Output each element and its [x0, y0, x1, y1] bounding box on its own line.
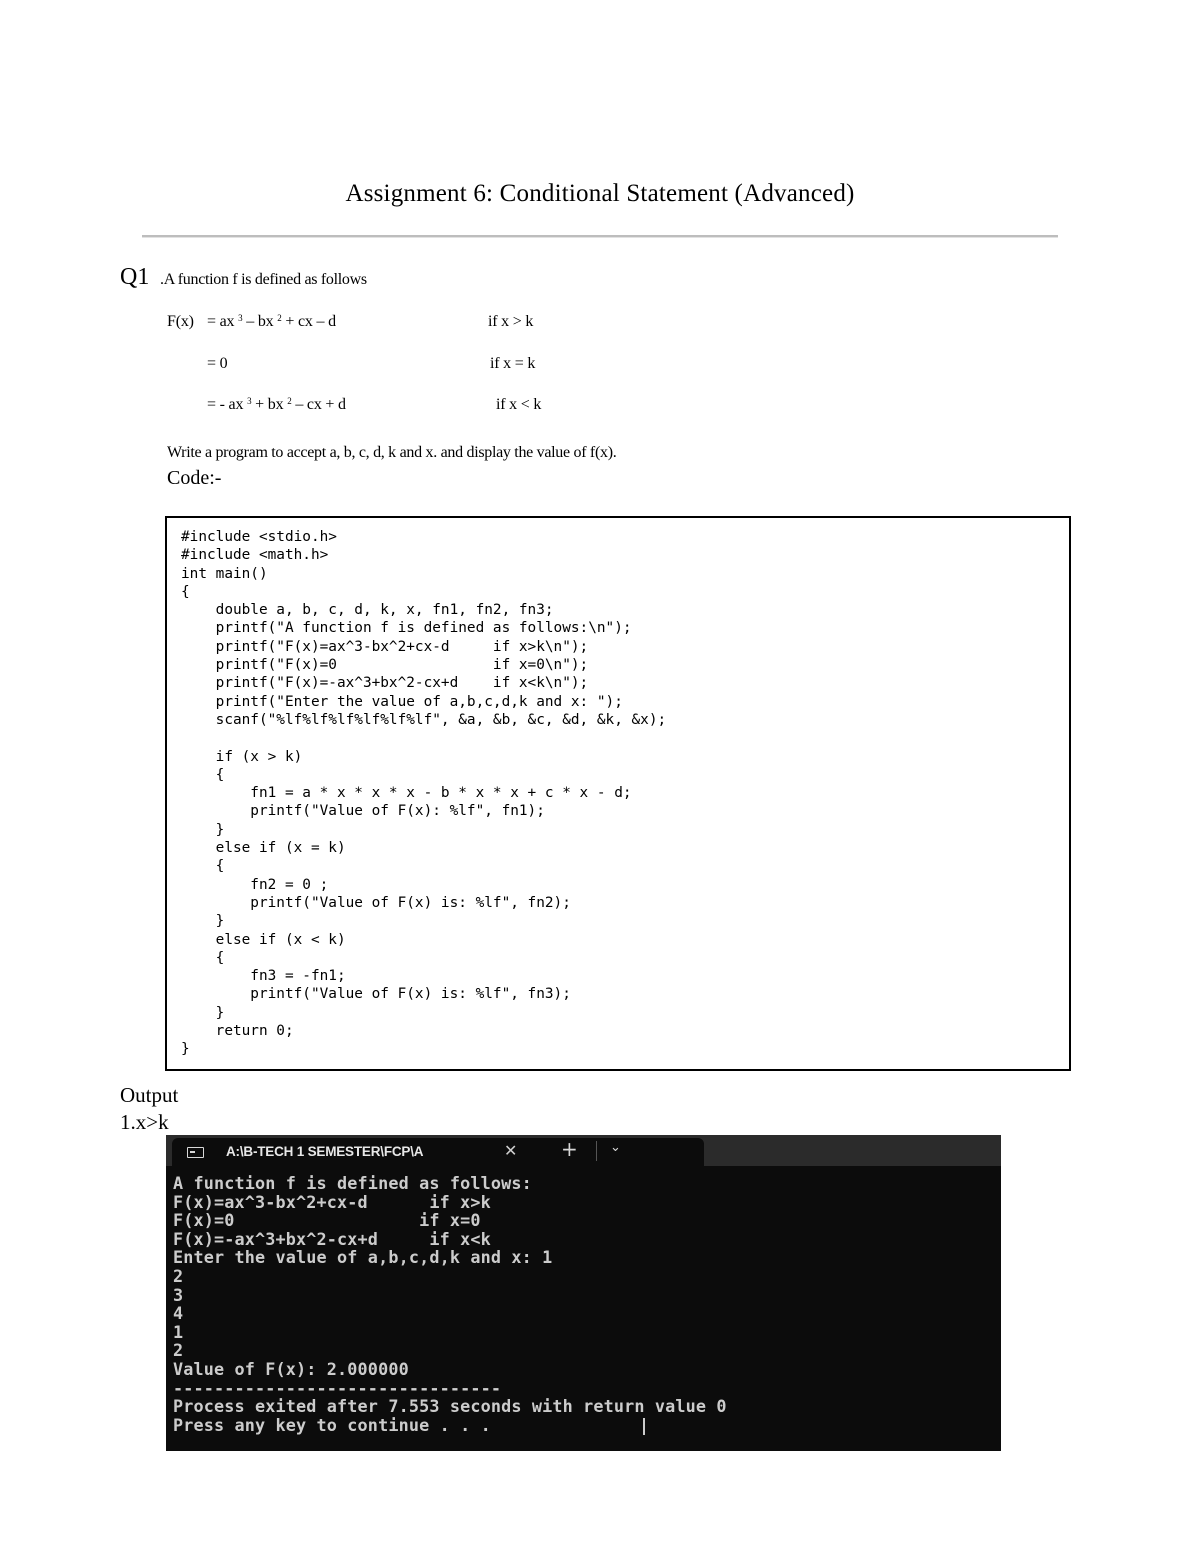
terminal-line: 2 [173, 1265, 184, 1286]
code-line: } [181, 821, 225, 838]
code-line: double a, b, c, d, k, x, fn1, fn2, fn3; [181, 602, 554, 619]
code-line: #include <stdio.h> [181, 529, 337, 545]
code-lines [181, 528, 666, 1059]
terminal-line: Press any key to continue . . . [173, 1414, 491, 1435]
terminal-line: 3 [173, 1284, 184, 1305]
equation-1-expression: = ax $^3$ – bx $^2$ + cx – d [207, 313, 336, 330]
equation-3-condition: if x < k [496, 396, 542, 413]
code-line: printf("Value of F(x) is: %lf", fn3); [181, 986, 571, 1003]
code-line: printf("Value of F(x) is: %lf", fn2); [181, 894, 571, 911]
tab-separator [596, 1141, 597, 1161]
question-number: Q1 [120, 264, 150, 290]
code-line: { [181, 766, 225, 783]
terminal-line: 4 [173, 1303, 184, 1324]
code-line: { [181, 949, 225, 966]
output-label: Output [120, 1083, 179, 1107]
code-line: } [181, 1004, 225, 1021]
equation-2-condition: if x = k [490, 355, 536, 372]
code-line: int main() [181, 565, 268, 582]
code-line: if (x > k) [181, 748, 303, 765]
equation-3-expression: = - ax $^3$ + bx $^2$ – cx + d [207, 396, 346, 413]
terminal-tab[interactable] [172, 1138, 704, 1166]
code-line: printf("F(x)=ax^3-bx^2+cx-d if x>k\n"); [181, 638, 589, 655]
code-line: #include <math.h> [181, 547, 329, 564]
code-line: else if (x = k) [181, 840, 346, 857]
question-task: Write a program to accept a, b, c, d, k and x. and display the value of f(x). [167, 444, 617, 461]
code-line: } [181, 913, 225, 930]
equation-2-expression: = 0 [207, 355, 228, 372]
terminal-line: 2 [173, 1340, 184, 1361]
code-block [165, 516, 1071, 1071]
title-divider [142, 235, 1058, 238]
terminal-line: Process exited after 7.553 seconds with return value 0 [173, 1396, 727, 1417]
code-line: else if (x < k) [181, 931, 346, 948]
code-line: printf("F(x)=0 if x=0\n"); [181, 657, 589, 674]
terminal-line: Enter the value of a,b,c,d,k and x: 1 [173, 1247, 553, 1268]
equation-1-condition: if x > k [488, 313, 534, 330]
code-line: printf("A function f is defined as follows:\n"); [181, 620, 632, 637]
question-intro: .A function f is defined as follows [160, 271, 367, 288]
code-line: printf("Enter the value of a,b,c,d,k and x: "); [181, 693, 623, 710]
chevron-down-icon[interactable]: ⌄ [610, 1140, 621, 1155]
close-icon[interactable]: ✕ [504, 1141, 518, 1160]
code-line: fn2 = 0 ; [181, 876, 329, 893]
case-label: 1.x>k [120, 1110, 169, 1134]
code-line: } [181, 1041, 190, 1058]
terminal-line: F(x)=0 if x=0 [173, 1210, 481, 1231]
terminal-cursor [643, 1418, 645, 1435]
terminal-line: Value of F(x): 2.000000 [173, 1358, 409, 1379]
code-line: { [181, 583, 190, 600]
equation-1-lhs: F(x) [167, 313, 194, 330]
terminal-line: A function f is defined as follows: [173, 1173, 532, 1193]
console-icon [187, 1147, 204, 1158]
code-line: fn1 = a * x * x * x - b * x * x + c * x - d; [181, 785, 632, 802]
terminal-output[interactable] [173, 1174, 727, 1434]
code-line: printf("F(x)=-ax^3+bx^2-cx+d if x<k\n"); [181, 675, 589, 692]
page-title: Assignment 6: Conditional Statement (Advanced) [345, 180, 855, 207]
code-line: fn3 = -fn1; [181, 968, 346, 985]
code-label: Code:- [167, 467, 222, 489]
code-line [181, 729, 666, 747]
terminal-line: -------------------------------- [173, 1377, 502, 1398]
code-line: printf("Value of F(x): %lf", fn1); [181, 803, 545, 820]
code-line: scanf("%lf%lf%lf%lf%lf%lf", &a, &b, &c, &d, &k, &x); [181, 711, 667, 728]
code-line: { [181, 858, 225, 875]
terminal-tab-title: A:\B-TECH 1 SEMESTER\FCP\A [226, 1144, 424, 1159]
code-line: return 0; [181, 1023, 294, 1040]
new-tab-button[interactable]: + [561, 1137, 578, 1161]
terminal-line: F(x)=-ax^3+bx^2-cx+d if x<k [173, 1228, 491, 1249]
terminal-window [166, 1135, 1001, 1451]
terminal-tabbar [166, 1135, 1001, 1166]
terminal-line: 1 [173, 1321, 184, 1342]
terminal-line: F(x)=ax^3-bx^2+cx-d if x>k [173, 1191, 491, 1212]
